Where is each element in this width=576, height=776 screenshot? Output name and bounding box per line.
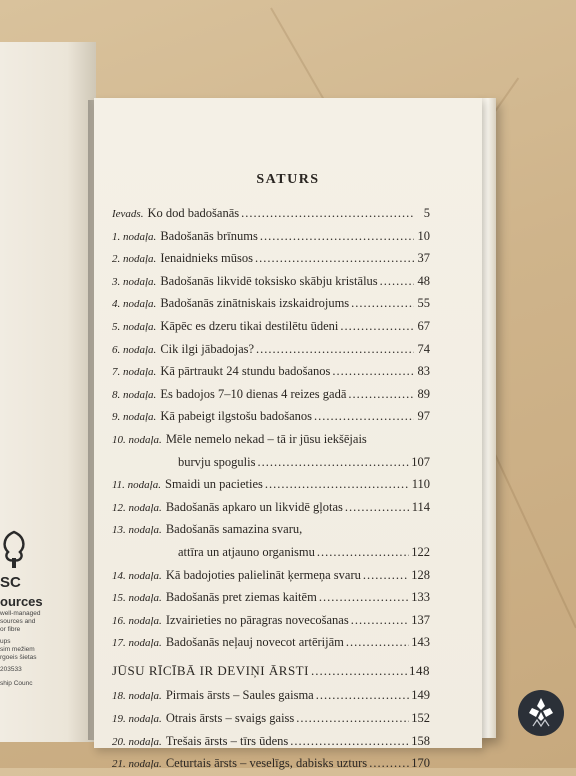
chapter-label: 16. nodaļa. [112, 614, 162, 627]
leader-dots [256, 338, 414, 361]
leader-dots [311, 660, 407, 683]
chapter-title: Badošanās apkaro un likvidē gļotas [165, 499, 343, 514]
chapter-title: Badošanās brīnums [160, 228, 258, 243]
chapter-label: 8. nodaļa. [112, 388, 157, 401]
leader-dots [319, 586, 409, 609]
page-number: 148 [409, 662, 430, 678]
page-number: 74 [417, 341, 430, 356]
chapter-label: 10. nodaļa. [112, 433, 162, 446]
page-number: 83 [417, 364, 430, 379]
chapter-label: 2. nodaļa. [112, 253, 157, 266]
chapter-title: Kā pārtraukt 24 stundu badošanos [160, 364, 331, 379]
leader-dots [346, 631, 409, 654]
chapter-title: attīra un atjauno organismu [178, 544, 315, 559]
chapter-label: 9. nodaļa. [112, 411, 157, 424]
leader-dots [317, 541, 409, 564]
page-number: 5 [423, 206, 430, 220]
chapter-title: Ienaidnieks mūsos [160, 251, 254, 266]
left-page: SC ources well-managed sources and or fibre ups sim mežiem rgoeis šietas 203533 ship Counc [0, 42, 96, 742]
toc-title: SATURS [256, 172, 320, 187]
chapter-title: Ko dod badošanās [147, 206, 240, 220]
chapter-label: 7. nodaļa. [112, 366, 157, 379]
book-page [94, 98, 482, 771]
chapter-label: 13. nodaļa. [112, 524, 162, 537]
chapter-title: burvju spogulis [178, 454, 256, 469]
chapter-title: Badošanās zinātniskais izskaidrojums [160, 296, 350, 311]
toc-entry [112, 428, 430, 451]
page-number: 152 [411, 711, 430, 726]
page-number: 133 [411, 590, 430, 605]
toc-entry [112, 707, 430, 730]
toc-entry [112, 660, 430, 683]
leader-dots [241, 202, 414, 225]
chapter-title: JŪSU RĪCĪBĀ IR DEVIŅI ĀRSTI [112, 662, 309, 678]
toc-entry [112, 586, 430, 609]
leader-dots [255, 247, 414, 270]
page-number: 149 [411, 688, 430, 703]
page-number: 128 [411, 567, 430, 582]
chapter-title: Badošanās pret ziemas kaitēm [165, 590, 317, 605]
chapter-label: 19. nodaļa. [112, 713, 162, 726]
chapter-label: 15. nodaļa. [112, 592, 162, 605]
chapter-label: 17. nodaļa. [112, 637, 162, 650]
toc-entry [112, 270, 430, 293]
toc-entry [112, 473, 430, 496]
page-number: 143 [411, 635, 430, 650]
page-number: 114 [411, 499, 430, 514]
chapter-title: Badošanās likvidē toksisko skābju kristālus [160, 273, 378, 288]
tree-icon [0, 530, 28, 570]
chapter-title: Izvairieties no pāragras novecošanas [165, 612, 349, 627]
chapter-label: 1. nodaļa. [112, 230, 157, 243]
toc-entry [112, 752, 430, 775]
leader-dots [314, 405, 414, 428]
toc-entry [112, 338, 430, 361]
toc-entry [112, 315, 430, 338]
page-number: 37 [417, 251, 430, 266]
toc-entry [112, 564, 430, 587]
page-number: 170 [411, 756, 430, 771]
toc-entry [112, 202, 430, 225]
chapter-label: 11. nodaļa. [112, 479, 161, 492]
chapter-title: Mēle nemelo nekad – tā ir jūsu iekšējais [165, 431, 367, 446]
page-number: 97 [417, 409, 430, 424]
page-number: 137 [411, 612, 430, 627]
leader-dots [348, 383, 414, 406]
leader-dots [345, 496, 410, 519]
toc-entry [112, 496, 430, 519]
chapter-title: Kā pabeigt ilgstošu badošanos [160, 409, 313, 424]
leader-dots [380, 270, 414, 293]
toc-entry [112, 684, 430, 707]
toc-entry [112, 383, 430, 406]
table-of-contents [112, 202, 430, 775]
page-number: 55 [417, 296, 430, 311]
chapter-title: Cik ilgi jābadojas? [160, 341, 255, 356]
chapter-title: Trešais ārsts – tīrs ūdens [165, 733, 289, 748]
toc-entry [112, 631, 430, 654]
leader-dots [363, 564, 409, 587]
leader-dots [340, 315, 414, 338]
leader-dots [316, 684, 410, 707]
chapter-label: 20. nodaļa. [112, 735, 162, 748]
page-number: 48 [417, 273, 430, 288]
fsc-word: ources [0, 594, 43, 609]
chapter-label: 21. nodaļa. [112, 758, 162, 771]
toc-entry [112, 360, 430, 383]
toc-entry [112, 247, 430, 270]
leader-dots [296, 707, 409, 730]
page-number: 10 [417, 228, 430, 243]
toc-entry [112, 730, 430, 753]
chapter-label: 3. nodaļa. [112, 275, 157, 288]
chapter-label: 5. nodaļa. [112, 320, 157, 333]
chapter-label: 6. nodaļa. [112, 343, 157, 356]
chapter-title: Pirmais ārsts – Saules gaisma [165, 688, 314, 703]
toc-entry [112, 451, 430, 474]
toc-entry [112, 541, 430, 564]
chapter-title: Es badojos 7–10 dienas 4 reizes gadā [160, 386, 347, 401]
page-number: 158 [411, 733, 430, 748]
page-number: 110 [411, 477, 430, 492]
chapter-label: 12. nodaļa. [112, 501, 162, 514]
chapter-label: 4. nodaļa. [112, 298, 157, 311]
chapter-label: 18. nodaļa. [112, 690, 162, 703]
toc-entry [112, 609, 430, 632]
chapter-label: 14. nodaļa. [112, 569, 162, 582]
page-number: 67 [417, 318, 430, 333]
leader-dots [290, 730, 409, 753]
toc-entry [112, 292, 430, 315]
leader-dots [257, 451, 409, 474]
leader-dots [260, 225, 414, 248]
toc-entry [112, 518, 430, 541]
fsc-code: SC [0, 574, 21, 591]
chapter-title: Otrais ārsts – svaigs gaiss [165, 711, 295, 726]
chapter-label: Ievads. [112, 208, 144, 220]
chapter-title: Ceturtais ārsts – veselīgs, dabisks uzturs [165, 756, 368, 771]
leader-dots [351, 609, 410, 632]
chapter-title: Smaidi un pacieties [165, 477, 263, 492]
chapter-title: Kāpēc es dzeru tikai destilētu ūdeni [160, 318, 339, 333]
page-number: 122 [411, 544, 430, 559]
chapter-title: Badošanās neļauj novecot artērijām [165, 635, 344, 650]
chapter-title: Badošanās samazina svaru, [165, 522, 303, 537]
leader-dots [369, 752, 409, 775]
chapter-title: Kā badojoties palielināt ķermeņa svaru [165, 567, 361, 582]
page-number: 89 [417, 386, 430, 401]
flower-logo-icon [518, 690, 564, 736]
page-number: 107 [411, 454, 430, 469]
leader-dots [265, 473, 410, 496]
leader-dots [332, 360, 414, 383]
toc-entry [112, 405, 430, 428]
leader-dots [351, 292, 414, 315]
toc-entry [112, 225, 430, 248]
